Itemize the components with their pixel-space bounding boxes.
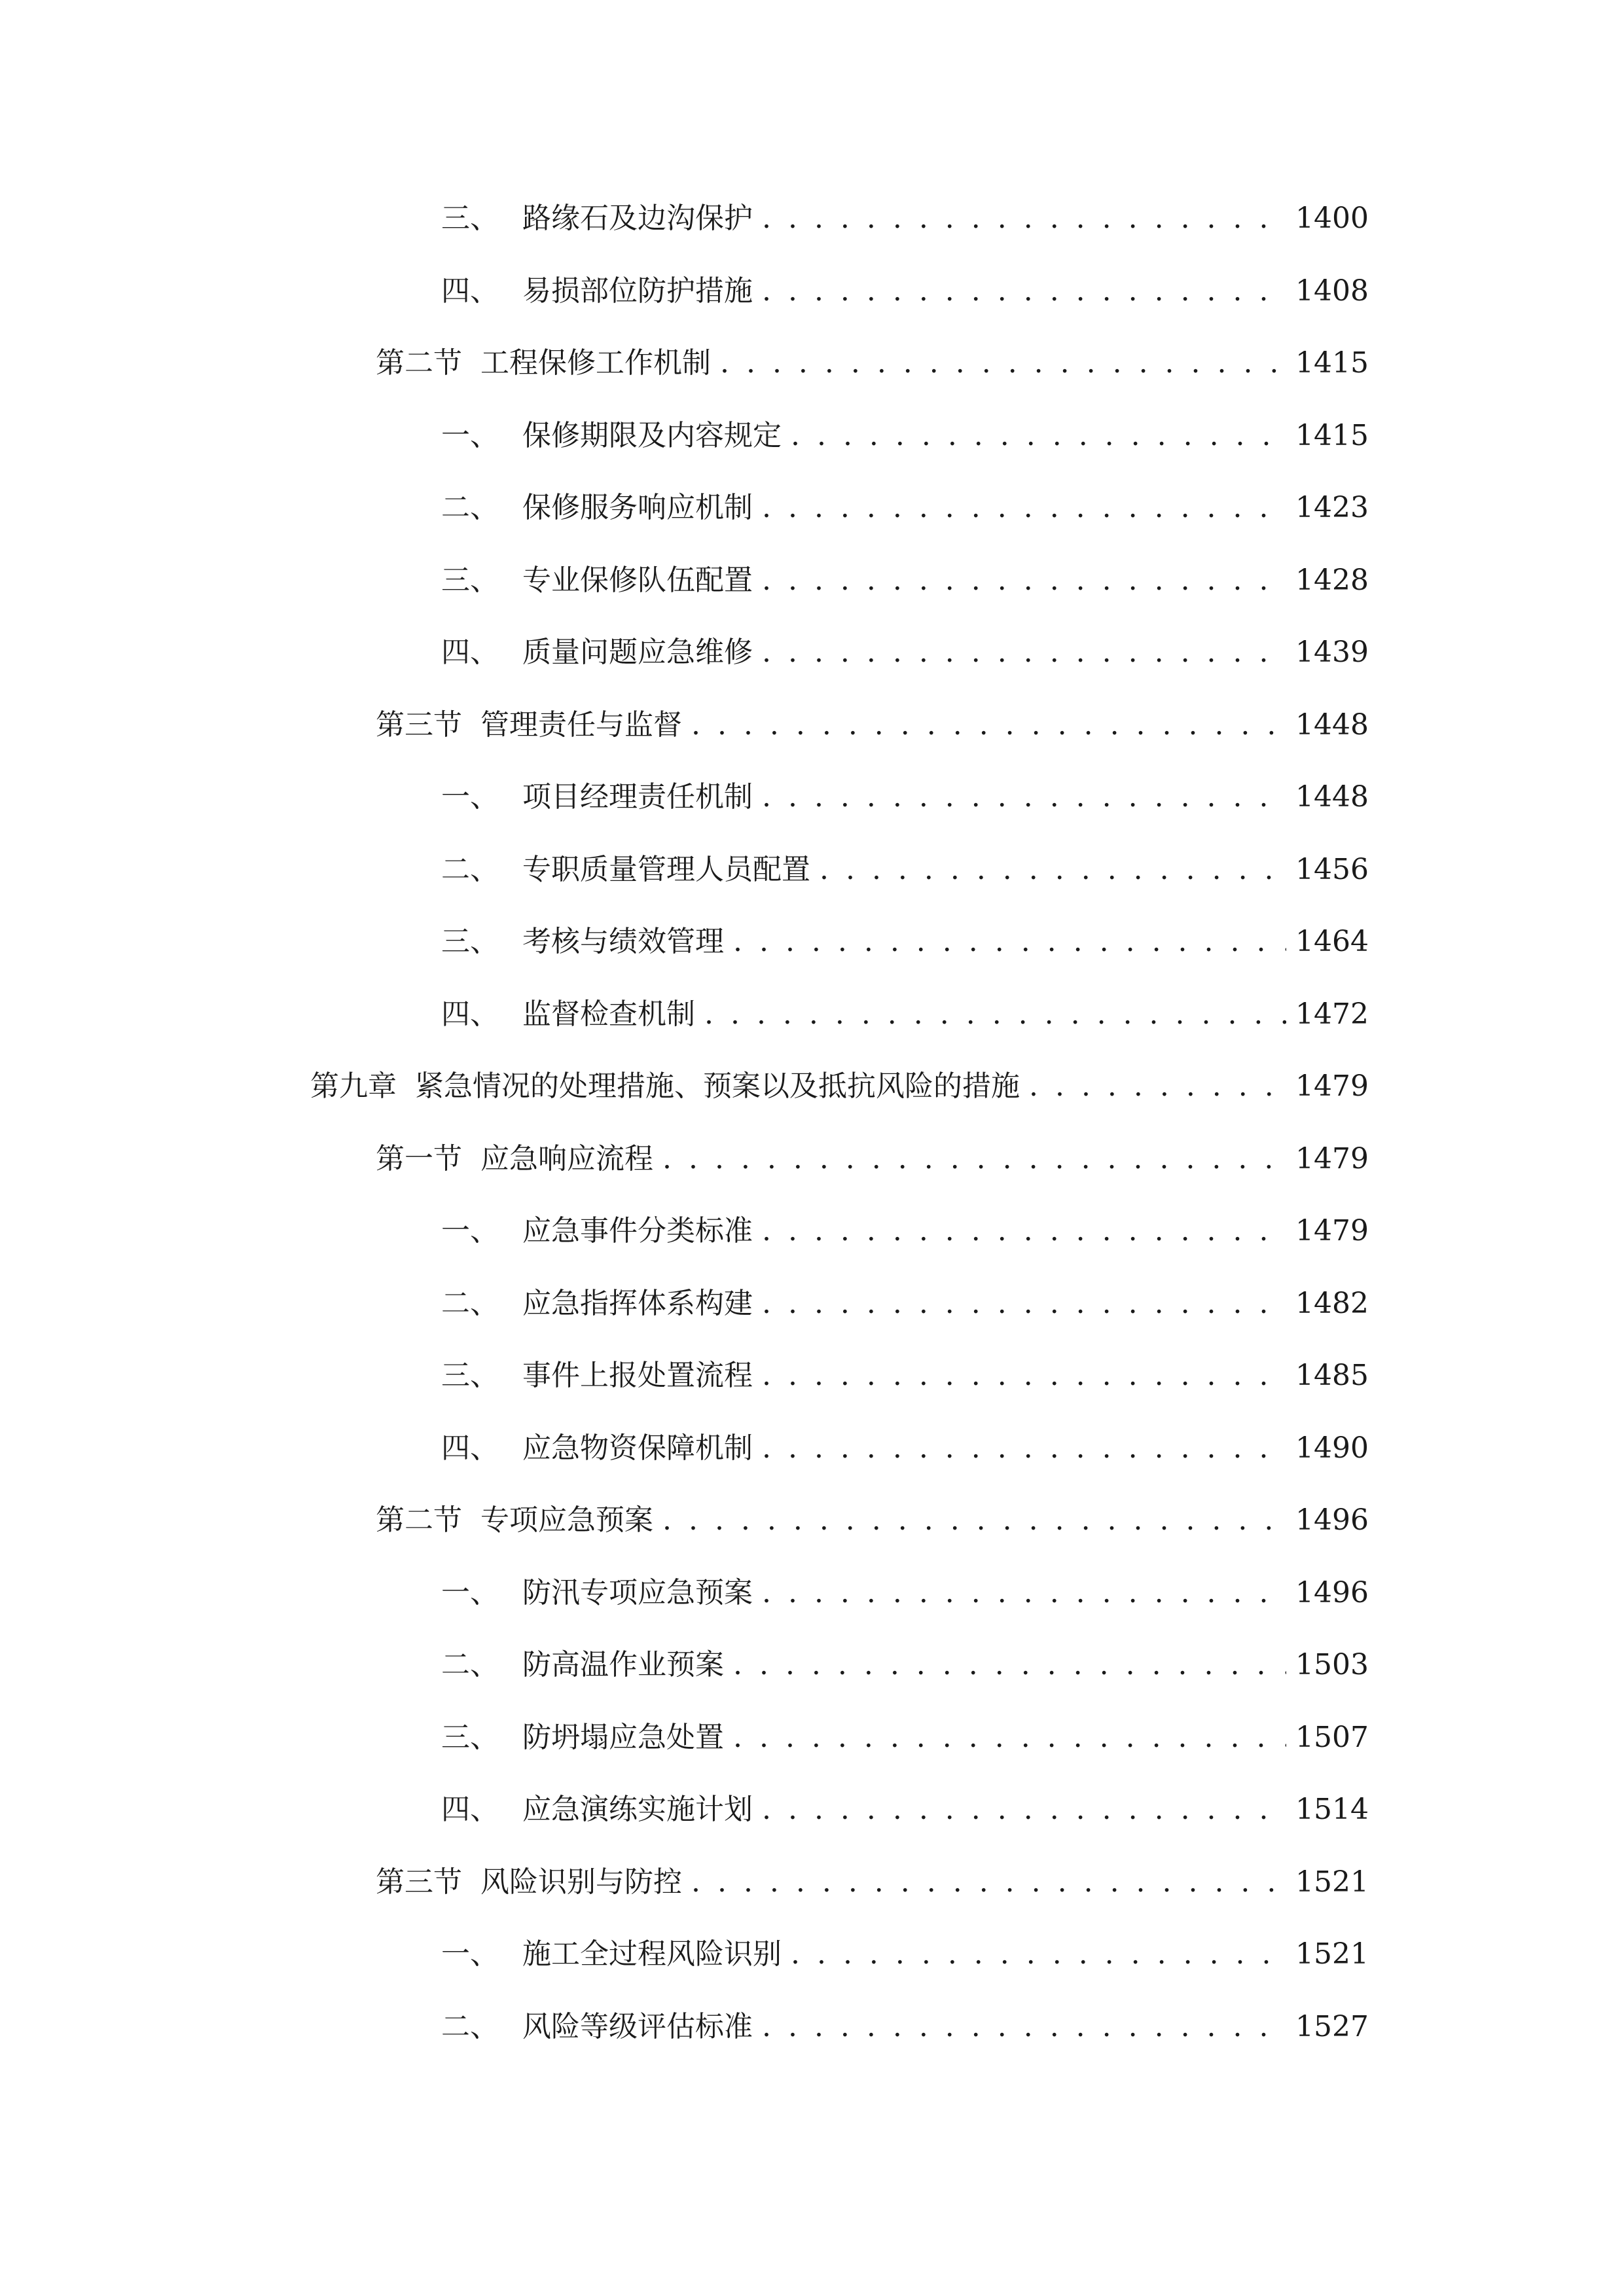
- toc-entry[interactable]: [441, 1639, 1369, 1691]
- toc-entry-page: 1479: [1295, 1214, 1369, 1247]
- toc-entry[interactable]: [441, 988, 1369, 1041]
- toc-entry-page: 1496: [1295, 1503, 1369, 1537]
- toc-entry-title: 防高温作业预案: [522, 1648, 724, 1681]
- dot-leader: [791, 410, 1286, 462]
- dot-leader: [820, 844, 1286, 896]
- toc-entry-title: 工程保修工作机制: [480, 346, 711, 380]
- toc-entry[interactable]: [441, 1784, 1369, 1836]
- dot-leader: [791, 1928, 1286, 1981]
- toc-entry-page: 1415: [1295, 346, 1369, 380]
- toc-entry-page: 1490: [1295, 1431, 1369, 1465]
- toc-entry-number: 三、: [441, 564, 499, 597]
- dot-leader: [733, 916, 1286, 968]
- toc-entry-page: 1527: [1295, 2010, 1369, 2043]
- toc-entry[interactable]: [441, 1278, 1369, 1330]
- toc-entry-number: 三、: [441, 202, 499, 235]
- toc-entry-title: 专职质量管理人员配置: [522, 853, 810, 886]
- dot-leader: [762, 1350, 1286, 1402]
- toc-entry-page: 1479: [1295, 1142, 1369, 1175]
- toc-entry[interactable]: [376, 699, 1369, 751]
- toc-entry[interactable]: [441, 626, 1369, 679]
- dot-leader: [662, 1133, 1286, 1185]
- toc-entry-number: 三、: [441, 1359, 499, 1392]
- dot-leader: [1029, 1060, 1286, 1113]
- toc-entry-page: 1521: [1295, 1865, 1369, 1899]
- dot-leader: [762, 1278, 1286, 1330]
- toc-entry-number: 三、: [441, 925, 499, 958]
- toc-entry-number: 第一节: [376, 1142, 462, 1175]
- dot-leader: [762, 1422, 1286, 1475]
- dot-leader: [733, 1639, 1286, 1691]
- toc-entry-number: 第九章: [310, 1069, 397, 1103]
- toc-entry-page: 1472: [1295, 997, 1369, 1031]
- toc-entry-title: 紧急情况的处理措施、预案以及抵抗风险的措施: [415, 1069, 1020, 1103]
- toc-entry-title: 施工全过程风险识别: [522, 1937, 782, 1971]
- toc-entry-page: 1482: [1295, 1287, 1369, 1320]
- toc-entry-number: 二、: [441, 853, 499, 886]
- toc-entry[interactable]: [441, 1712, 1369, 1764]
- toc-entry-number: 四、: [441, 274, 499, 308]
- toc-entry-number: 二、: [441, 1287, 499, 1320]
- dot-leader: [762, 482, 1286, 534]
- dot-leader: [733, 1712, 1286, 1764]
- dot-leader: [762, 1784, 1286, 1836]
- toc-entry-page: 1514: [1295, 1793, 1369, 1826]
- toc-entry[interactable]: [441, 554, 1369, 607]
- toc-entry-number: 二、: [441, 1648, 499, 1681]
- toc-entry-number: 第二节: [376, 346, 462, 380]
- toc-entry[interactable]: [441, 1567, 1369, 1619]
- toc-entry-title: 事件上报处置流程: [522, 1359, 753, 1392]
- toc-entry[interactable]: [376, 337, 1369, 389]
- dot-leader: [691, 1856, 1286, 1909]
- toc-entry-number: 一、: [441, 1214, 499, 1247]
- toc-entry-page: 1415: [1295, 419, 1369, 452]
- dot-leader: [720, 337, 1286, 389]
- toc-entry[interactable]: [441, 916, 1369, 968]
- toc-entry-page: 1448: [1295, 708, 1369, 742]
- toc-entry-title: 风险等级评估标准: [522, 2010, 753, 2043]
- toc-entry-title: 防汛专项应急预案: [522, 1576, 753, 1609]
- dot-leader: [662, 1494, 1286, 1547]
- toc-entry-number: 三、: [441, 1721, 499, 1754]
- toc-entry-page: 1503: [1295, 1648, 1369, 1681]
- toc-entry-title: 专项应急预案: [480, 1503, 653, 1537]
- dot-leader: [704, 988, 1286, 1041]
- dot-leader: [762, 626, 1286, 679]
- toc-entry[interactable]: [441, 771, 1369, 823]
- toc-entry-title: 保修服务响应机制: [522, 491, 753, 524]
- dot-leader: [762, 192, 1286, 245]
- toc-entry[interactable]: [441, 265, 1369, 317]
- toc-entry-title: 项目经理责任机制: [522, 780, 753, 814]
- toc-entry-page: 1448: [1295, 780, 1369, 814]
- toc-entry-title: 应急物资保障机制: [522, 1431, 753, 1465]
- toc-entry-number: 一、: [441, 419, 499, 452]
- toc-entry[interactable]: [441, 1928, 1369, 1981]
- toc-entry-page: 1464: [1295, 925, 1369, 958]
- toc-entry-title: 应急演练实施计划: [522, 1793, 753, 1826]
- toc-entry[interactable]: [441, 2001, 1369, 2053]
- toc-entry-title: 专业保修队伍配置: [522, 564, 753, 597]
- toc-entry-title: 应急指挥体系构建: [522, 1287, 753, 1320]
- dot-leader: [762, 771, 1286, 823]
- toc-entry-page: 1400: [1295, 202, 1369, 235]
- toc-entry-title: 防坍塌应急处置: [522, 1721, 724, 1754]
- toc-entry-number: 一、: [441, 1576, 499, 1609]
- dot-leader: [691, 699, 1286, 751]
- toc-entry[interactable]: [441, 192, 1369, 245]
- toc-entry-number: 第二节: [376, 1503, 462, 1537]
- toc-entry-number: 一、: [441, 1937, 499, 1971]
- toc-entry-page: 1423: [1295, 491, 1369, 524]
- toc-entry[interactable]: [441, 1205, 1369, 1257]
- toc-entry-title: 应急事件分类标准: [522, 1214, 753, 1247]
- toc-entry-number: 第三节: [376, 1865, 462, 1899]
- toc-entry[interactable]: [376, 1133, 1369, 1185]
- toc-entry-page: 1507: [1295, 1721, 1369, 1754]
- toc-entry[interactable]: [441, 844, 1369, 896]
- toc-entry-page: 1485: [1295, 1359, 1369, 1392]
- toc-entry-title: 监督检查机制: [522, 997, 695, 1031]
- dot-leader: [762, 1205, 1286, 1257]
- toc-entry-title: 管理责任与监督: [480, 708, 682, 742]
- toc-entry[interactable]: [310, 1060, 1369, 1113]
- toc-entry-page: 1496: [1295, 1576, 1369, 1609]
- toc-entry-number: 四、: [441, 1431, 499, 1465]
- toc-entry-number: 一、: [441, 780, 499, 814]
- toc-entry[interactable]: [441, 1422, 1369, 1475]
- toc-entry[interactable]: [441, 410, 1369, 462]
- toc-entry-title: 质量问题应急维修: [522, 636, 753, 669]
- toc-entry-page: 1439: [1295, 636, 1369, 669]
- toc-entry-number: 二、: [441, 491, 499, 524]
- dot-leader: [762, 265, 1286, 317]
- toc-entry-number: 四、: [441, 997, 499, 1031]
- dot-leader: [762, 1567, 1286, 1619]
- toc-entry-page: 1521: [1295, 1937, 1369, 1971]
- toc-entry[interactable]: [376, 1494, 1369, 1547]
- toc-entry-title: 路缘石及边沟保护: [522, 202, 753, 235]
- toc-entry[interactable]: [441, 482, 1369, 534]
- dot-leader: [762, 554, 1286, 607]
- toc-entry-title: 考核与绩效管理: [522, 925, 724, 958]
- toc-entry[interactable]: [441, 1350, 1369, 1402]
- toc-entry-number: 四、: [441, 1793, 499, 1826]
- dot-leader: [762, 2001, 1286, 2053]
- toc-entry-page: 1456: [1295, 853, 1369, 886]
- toc-entry-page: 1479: [1295, 1069, 1369, 1103]
- toc-entry-number: 二、: [441, 2010, 499, 2043]
- toc-entry-page: 1408: [1295, 274, 1369, 308]
- toc-entry-title: 保修期限及内容规定: [522, 419, 782, 452]
- toc-entry-title: 应急响应流程: [480, 1142, 653, 1175]
- toc-entry-title: 风险识别与防控: [480, 1865, 682, 1899]
- toc-entry[interactable]: [376, 1856, 1369, 1909]
- toc-entry-page: 1428: [1295, 564, 1369, 597]
- toc-entry-number: 四、: [441, 636, 499, 669]
- toc-entry-title: 易损部位防护措施: [522, 274, 753, 308]
- toc-entry-number: 第三节: [376, 708, 462, 742]
